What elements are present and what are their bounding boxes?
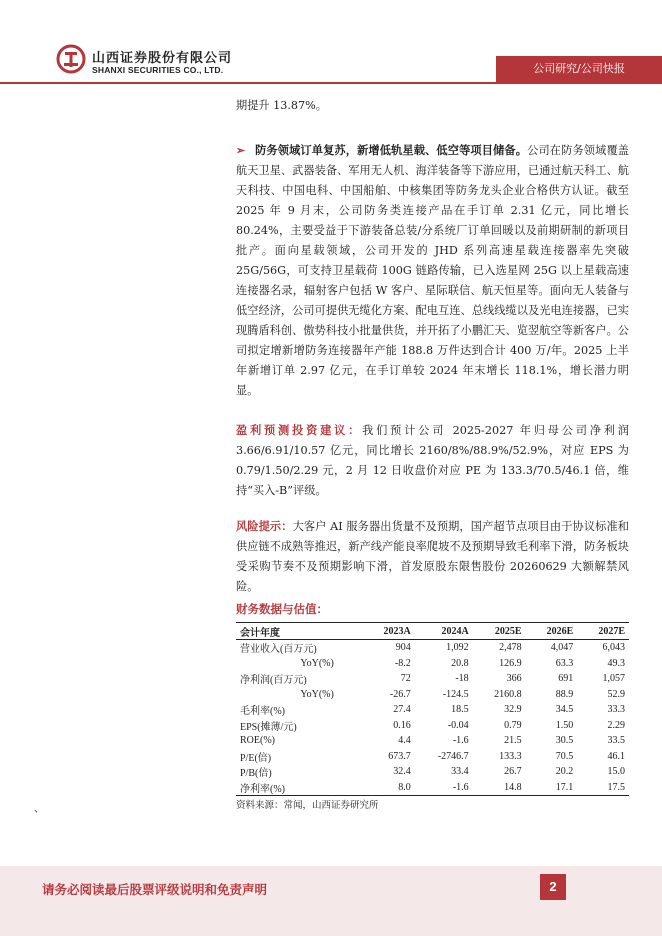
table-cell: -124.5 <box>442 688 469 700</box>
forecast-paragraph <box>236 420 629 501</box>
table-cell: 8.0 <box>362 780 415 796</box>
row-label: P/B(倍) <box>240 768 272 780</box>
table-cell: 32.4 <box>393 766 411 778</box>
table-cell: -2746.7 <box>437 750 469 762</box>
table-row <box>236 687 629 703</box>
table-cell: 673.7 <box>388 750 411 762</box>
table-cell: 2,478 <box>499 642 522 654</box>
table-row <box>236 749 629 765</box>
table-cell: 17.1 <box>526 780 578 796</box>
header-cell: 2023A <box>362 623 415 640</box>
header-cell: 2026E <box>526 623 578 640</box>
table-row <box>236 640 629 656</box>
company-logo-icon <box>56 44 86 74</box>
table-cell: 26.7 <box>504 766 522 778</box>
risk-paragraph <box>236 516 629 597</box>
page-number: 2 <box>540 874 566 900</box>
intro-text: 期提升 13.87%。 <box>236 99 327 112</box>
row-label: P/E(倍) <box>240 752 272 764</box>
row-label: 净利润(百万元) <box>240 675 307 687</box>
table-cell: 14.8 <box>473 780 526 796</box>
table-title: 财务数据与估值： <box>236 602 328 616</box>
table-cell: -0.04 <box>447 719 469 731</box>
table-cell: 4.4 <box>398 735 411 747</box>
table-row <box>236 718 629 734</box>
table-cell: -18 <box>455 673 469 685</box>
table-cell: 52.9 <box>607 688 625 700</box>
table-cell: 4,047 <box>550 642 574 654</box>
bullet-marker: ➢ <box>236 143 246 157</box>
report-type-tag: 公司研究/公司快报 <box>496 56 662 82</box>
table-cell: 133.3 <box>499 750 522 762</box>
table-cell: 72 <box>400 673 411 685</box>
risk-text: 大客户 AI 服务器出货量不及预期，国产超节点项目由于协议标准和供应链不成熟等推迟，新产线产能良率爬坡不及预期导致毛利率下滑，防务板块受采购节奏不及预期影响下滑，首发原股东限售股份 20260629 大额解禁风险。 <box>236 520 629 593</box>
table-cell: -1.6 <box>415 780 473 796</box>
table-cell: 20.8 <box>451 657 469 669</box>
table-cell: 17.5 <box>577 780 629 796</box>
table-cell: 30.5 <box>555 735 574 747</box>
table-cell: 27.4 <box>393 704 411 716</box>
row-label: YoY(%) <box>300 657 334 669</box>
table-row <box>236 733 629 749</box>
row-label: YoY(%) <box>300 688 334 700</box>
table-cell: 0.16 <box>393 719 411 731</box>
header-cell: 2027E <box>577 623 629 640</box>
defense-text: 公司在防务领域覆盖航天卫星、武器装备、军用无人机、海洋装备等下游应用，已通过航天科工、航天科技、中国电科、中国船舶、中核集团等防务龙头企业合格供方认证。截至 2025 年 9 月末，公司防务类连接产品在手订单 2.31 亿元，同比增长 80.24%，主要受益于下游装备总装/分系统厂订单回暖以及前期研制的新项目批产。面向星载领域，公司开发的 JHD 系列高速星载连接器率先突破 25G/56G，可支持卫星载荷 100G 链路传输，已入选星网 25G 以上星载高速连接器名录，辐射客户包括 W 客户、星际联信、航天恒星等。面向无人装备与低空经济，公司可提供无缆化方案、配电互连、总线线缆以及光电连接器，已实现腾盾科创、傲势科技小批量供货，并开拓了小鹏汇天、览翌航空等新客户。公司拟定增新增防务连接器年产能 188.8 万件达到合计 400 万/年。2025 上半年新增订单 2.97 亿元，在手订单较 2024 年末增长 118.1%，增长潜力明显。 <box>236 144 629 397</box>
row-label: 净利率(%) <box>236 780 362 796</box>
table-cell: 0.79 <box>504 719 522 731</box>
row-label: 毛利率(%) <box>240 706 285 718</box>
forecast-text: 我们预计公司 2025-2027 年归母公司净利润 3.66/6.91/10.57 亿元，同比增长 2160/8%/88.9%/52.9%，对应 EPS 为 0.79/1.50/2.29 元，2 月 12 日收盘价对应 PE 为 133.3/70.5/46.1 倍，维持“买入-B”评级。 <box>236 424 629 497</box>
company-name-cn: 山西证券股份有限公司 <box>92 51 233 66</box>
table-cell: 904 <box>395 642 411 654</box>
table-row <box>236 671 629 687</box>
table-cell: 63.3 <box>555 657 574 669</box>
table-cell: -26.7 <box>389 688 411 700</box>
table-cell: 6,043 <box>602 642 625 654</box>
table-cell: 126.9 <box>499 657 522 669</box>
table-cell: 2160.8 <box>494 688 522 700</box>
header-divider <box>0 82 662 84</box>
table-cell: 691 <box>558 673 574 685</box>
table-cell: 1,057 <box>602 673 625 685</box>
row-label: 营业收入(百万元) <box>240 644 317 656</box>
table-header-row <box>236 623 629 640</box>
table-cell: 34.5 <box>555 704 574 716</box>
defense-heading: 防务领域订单复苏，新增低轨星载、低空等项目储备。 <box>255 143 528 157</box>
table-cell: 366 <box>506 673 522 685</box>
table-row <box>236 702 629 718</box>
row-label: EPS(摊薄/元) <box>240 721 297 733</box>
intro-paragraph <box>236 96 629 116</box>
table-cell: 2.29 <box>607 719 625 731</box>
row-label: ROE(%) <box>240 735 275 747</box>
table-cell: 15.0 <box>607 766 625 778</box>
header-cell: 会计年度 <box>236 623 362 640</box>
stray-mark: 、 <box>34 804 44 815</box>
table-cell: 20.2 <box>555 766 574 778</box>
table-cell: 21.5 <box>504 735 522 747</box>
table-cell: 32.9 <box>504 704 522 716</box>
table-row <box>236 656 629 672</box>
table-cell: 1,092 <box>446 642 469 654</box>
table-cell: 1.50 <box>555 719 574 731</box>
disclaimer-text: 请务必阅读最后股票评级说明和免责声明 <box>42 882 268 897</box>
table-source: 资料来源：常闻，山西证券研究所 <box>236 800 379 811</box>
table-cell: 18.5 <box>451 704 469 716</box>
table-row <box>236 764 629 780</box>
table-cell: 46.1 <box>607 750 625 762</box>
company-name-en: SHANXI SECURITIES CO., LTD. <box>92 65 224 75</box>
table-cell: 49.3 <box>607 657 625 669</box>
table-cell: -1.6 <box>452 735 469 747</box>
table-cell: 33.3 <box>607 704 625 716</box>
table-row <box>236 780 629 796</box>
risk-heading: 风险提示： <box>236 519 293 533</box>
defense-paragraph <box>236 140 629 401</box>
financial-table <box>236 622 629 796</box>
header-cell: 2025E <box>473 623 526 640</box>
table-cell: 33.4 <box>451 766 469 778</box>
table-cell: 88.9 <box>555 688 574 700</box>
page-header <box>0 0 662 90</box>
table-body <box>236 640 629 796</box>
table-cell: -8.2 <box>394 657 411 669</box>
table-cell: 70.5 <box>555 750 574 762</box>
forecast-heading: 盈利预测投资建议： <box>236 423 363 437</box>
header-cell: 2024A <box>415 623 473 640</box>
table-cell: 33.5 <box>607 735 625 747</box>
